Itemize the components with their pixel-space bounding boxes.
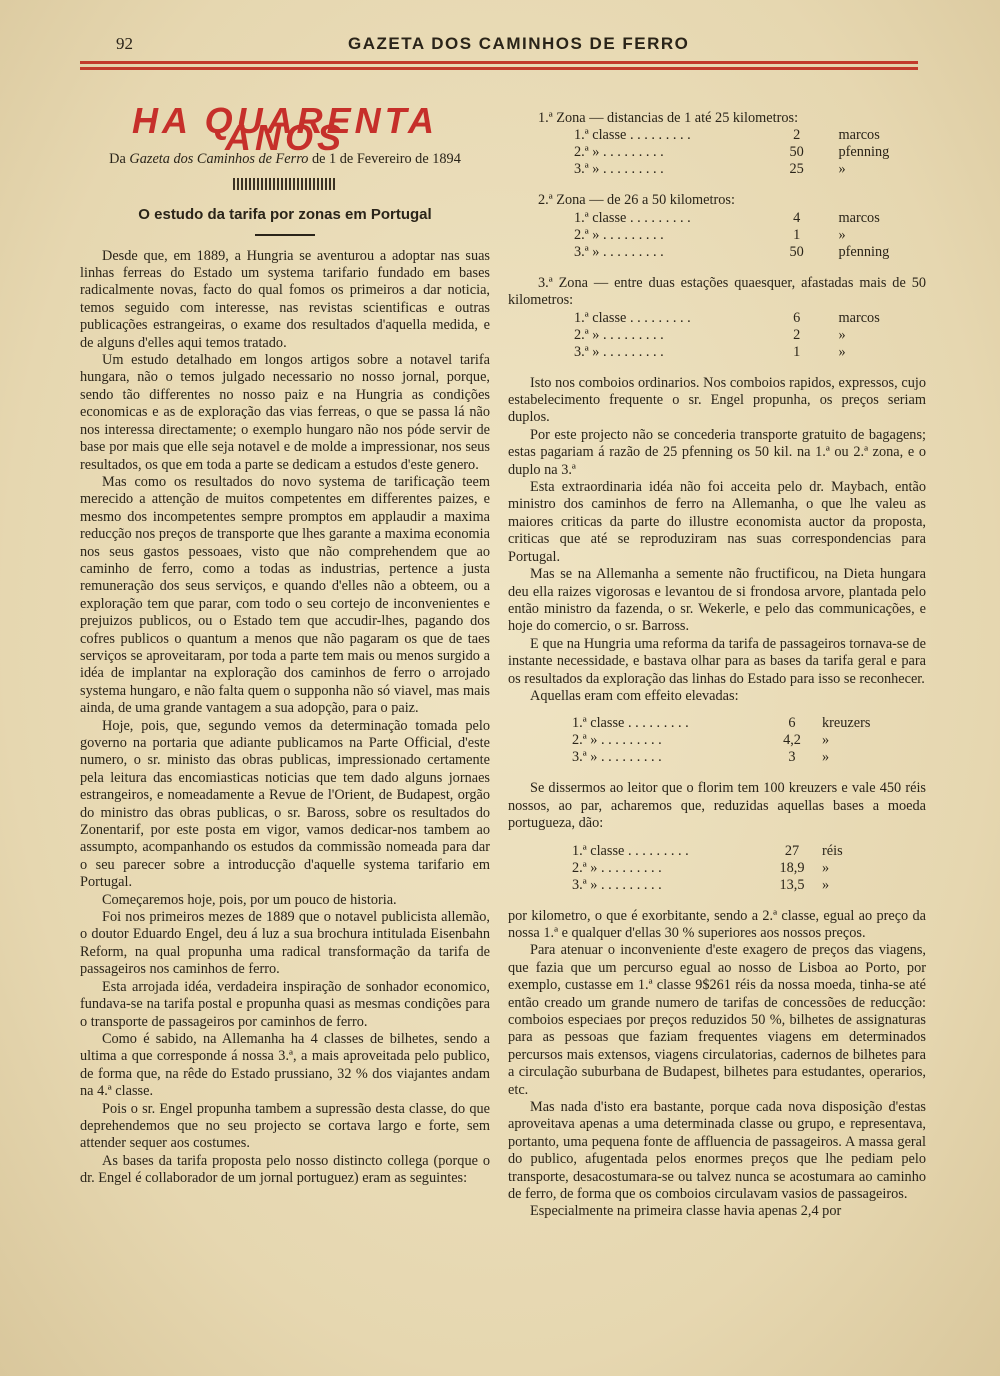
class-label: 3.ª » . . . . . . . . . (572, 749, 662, 766)
class-label: 2.ª » . . . . . . . . . (572, 732, 662, 749)
zone-2-row (574, 244, 926, 261)
header-rule-bottom (80, 67, 918, 70)
spacer (508, 833, 926, 843)
fare-value: 2 (793, 127, 801, 144)
kreuzer-table (572, 715, 926, 766)
zone-3-table (574, 310, 926, 361)
right-paragraph-4: Mas se na Allemanha a semente não fructificou, na Dieta hungara deu ella raizes vigorosas e levantou de si frondosa arvore, plantada pelo então ministro da fazenda, o sr. Wekerle, e pelo das communicações, e hoje do comercio, o sr. Barross. (508, 566, 926, 635)
fare-value: 18,9 (779, 859, 805, 876)
left-paragraph-7: Esta arrojada idéa, verdadeira inspiração de sonhador economico, fundava-se na tarifa postal e propunha quasi as mesmas condições para o transporte de passageiros por caminhos de ferro. (80, 978, 490, 1030)
fare-unit: kreuzers (822, 715, 871, 732)
section-rule (255, 234, 315, 236)
article-title: HA QUARENTA ANOS (132, 100, 438, 159)
class-label: 1.ª classe . . . . . . . . . (572, 842, 689, 859)
class-label: 1.ª classe . . . . . . . . . (574, 309, 691, 326)
class-label: 3.ª » . . . . . . . . . (574, 161, 664, 178)
fare-value: 4 (793, 209, 801, 226)
class-label: 2.ª » . . . . . . . . . (574, 326, 664, 343)
zone-3-row (574, 327, 926, 344)
source-date: de 1 de Fevereiro de 1894 (308, 150, 461, 167)
section-title: O estudo da tarifa por zonas em Portugal (138, 206, 432, 224)
right-paragraph-7: Se dissermos ao leitor que o florim tem 100 kreuzers e vale 450 réis nossos, ao par, acharemos que, reduzidas aquellas bases a moeda portugueza, dão: (508, 780, 926, 832)
zone-2-row (574, 210, 926, 227)
fare-unit: pfenning (838, 243, 890, 260)
fare-value: 2 (793, 326, 801, 343)
ornament-divider (233, 178, 337, 190)
fare-value: 6 (788, 715, 796, 732)
page-header (80, 32, 920, 62)
left-paragraph-1: Desde que, em 1889, a Hungria se aventurou a adoptar nas suas linhas ferreas do Estado um systema tarifario fundado em bases radicalmente novas, facto do qual fomos os primeiros a dar noticia, temos seguido com interesse, nas revistas scientificas e outras publicações estrangeiras, o exame dos resultados d'aquella medida, e de alguns d'elles aqui temos tratado. (80, 247, 490, 351)
class-label: 2.ª » . . . . . . . . . (572, 859, 662, 876)
reis-row (572, 877, 926, 894)
class-label: 3.ª » . . . . . . . . . (572, 876, 662, 893)
fare-unit: marcos (838, 127, 880, 144)
fare-unit: » (838, 343, 846, 360)
fare-unit: marcos (838, 209, 880, 226)
fare-value: 3 (788, 749, 796, 766)
header-rule-top (80, 61, 918, 64)
right-paragraph-8: por kilometro, o que é exorbitante, sendo a 2.ª classe, egual ao preço da nossa 1.ª e qualquer d'ellas 30 % superiores aos nossos preços. (508, 907, 926, 941)
kreuzer-row (572, 732, 926, 749)
class-label: 3.ª » . . . . . . . . . (574, 243, 664, 260)
fare-value: 6 (793, 309, 801, 326)
right-column (508, 110, 926, 1221)
reis-row (572, 843, 926, 860)
fare-unit: » (822, 749, 830, 766)
fare-unit: » (838, 326, 846, 343)
zone-1-row (574, 144, 926, 161)
fare-unit: marcos (838, 309, 880, 326)
fare-value: 1 (793, 343, 801, 360)
right-paragraph-11: Especialmente na primeira classe havia apenas 2,4 por (530, 1203, 842, 1220)
fare-value: 50 (789, 243, 804, 260)
fare-unit: » (822, 732, 830, 749)
right-paragraph-1: Isto nos comboios ordinarios. Nos comboios rapidos, expressos, cujo estabelecimento frequente o sr. Engel propunha, os preços seriam duplos. (508, 374, 926, 426)
fare-unit: pfenning (838, 144, 890, 161)
zone-1-heading: 1.ª Zona — distancias de 1 até 25 kilometros: (538, 110, 799, 126)
zone-1-table (574, 127, 926, 178)
fare-value: 1 (793, 226, 801, 243)
spacer (508, 705, 926, 715)
class-label: 1.ª classe . . . . . . . . . (574, 127, 691, 144)
source-prefix: Da (109, 150, 130, 167)
journal-title: GAZETA DOS CAMINHOS DE FERRO (348, 34, 690, 53)
fare-unit: » (838, 226, 846, 243)
right-paragraph-9: Para atenuar o inconveniente d'este exagero de preços das viagens, que fazia que um percurso egual ao nosso de Lisboa ao Porto, por exemplo, custasse em 1.ª classe 9$261 réis da nossa moeda, tinha-se até então creado um grande numero de tarifas de concessões de reducção: comboios especiaes por preços reduzidos 50 %, bilhetes de assignaturas para as pessoas que faziam frequentes viagens em determinados percursos mais extensos, viagens circulatorias, cadernos de bilhetes para a circulação suburbana de Budapest, bilhetes para estudantes, operarios, etc. (508, 942, 926, 1098)
zone-3-row (574, 344, 926, 361)
source-line (80, 151, 490, 168)
zone-1-row (574, 127, 926, 144)
left-paragraph-9: Pois o sr. Engel propunha tambem a supressão desta classe, do que deprehendemos que no seu projecto se cortava largo e forte, sem attender sequer aos costumes. (80, 1100, 490, 1152)
zone-2-table (574, 210, 926, 261)
left-paragraph-6: Foi nos primeiros mezes de 1889 que o notavel publicista allemão, o doutor Eduardo Engel, deu á luz a sua brochura intitulada Eisenbahn Reform, na qual propunha uma radical transformação da tarifa de passageiros nos caminhos de ferro. (80, 909, 490, 978)
zone-2-row (574, 227, 926, 244)
fare-unit: réis (822, 842, 843, 859)
left-column (80, 100, 490, 1188)
right-paragraph-3: Esta extraordinaria idéa não foi acceita pelo dr. Maybach, então ministro dos caminhos de ferro na Allemanha, o que lhe valeu as maiores criticas da parte do illustre economista auctor da proposta, criticas que até se reproduziram nas suas correspondencias para Portugal. (508, 479, 926, 565)
right-paragraph-10: Mas nada d'isto era bastante, porque cada nova disposição d'estas aproveitava apenas a uma determinada classe ou grupo, e representava, portanto, uma pequena fonte de affluencia de passageiros. A massa geral do publico, afugentada pelos enormes preços que lhe pediam pelo transporte, desacostumara-se ou talvez nunca se acostumara ao caminho de ferro, de forma que os comboios circulavam vasios de passageiros. (508, 1099, 926, 1203)
right-paragraph-2: Por este projecto não se concederia transporte gratuito de bagagens; estas pagariam á razão de 25 pfenning os 50 kil. na 1.ª ou 2.ª zona, e o duplo na 3.ª (508, 426, 926, 478)
zone-3-row (574, 310, 926, 327)
fare-value: 50 (789, 144, 804, 161)
left-paragraph-5: Começaremos hoje, pois, por um pouco de historia. (102, 891, 397, 908)
zone-3-heading: 3.ª Zona — entre duas estações quaesquer, afastadas mais de 50 kilometros: (508, 274, 926, 309)
fare-unit: » (822, 876, 830, 893)
left-paragraph-2: Um estudo detalhado em longos artigos sobre a notavel tarifa hungara, não o temos julgado necessario no nosso jornal, porque, sendo tão differentes no nosso paiz e na Hungria as condições economicas e as de exploração das vias ferreas, o que se passa lá não nos interessa directamente; o exemplo hungaro não nos póde servir de base por mais que elle seja notavel e de molde a impressionar, nos seus resultados, os que em toda a parte se dedicam a estudos d'este genero. (80, 352, 490, 473)
left-paragraph-3: Mas como os resultados do novo systema de tarificação teem merecido a attenção de muitos competentes em differentes paizes, e mesmo dos incompetentes sempre promptos em applaudir a maxima reducção nos preços de transporte que lhes garante a maxima economia nos seus gastos pessoaes, visto que não comprehendem que ao caminho de ferro, como a todas as industrias, pertence a justa remuneração dos seus serviços, e quando d'elles não a obteem, ou a exploração tem que parar, com todo o seu cortejo de inconvenientes e prejuizos publicos, ou o Estado tem que accudir-lhes, pagando dos cofres publicos o quantum a menos que não pagaram os que de taes serviços se aproveitaram, por toda a parte tem mais ou menos surgido a idéa de implantar na exploração dos caminhos de ferro o arrojado systema hungaro, e não falta quem o supponha não só viavel, mas mais ainda, de uma grande vantagem a sua adopção, para o paiz. (80, 473, 490, 717)
fare-value: 13,5 (779, 876, 805, 893)
reis-table (572, 843, 926, 894)
fare-value: 25 (789, 161, 804, 178)
class-label: 2.ª » . . . . . . . . . (574, 144, 664, 161)
fare-unit: » (838, 161, 846, 178)
class-label: 3.ª » . . . . . . . . . (574, 343, 664, 360)
left-paragraph-8: Como é sabido, na Allemanha ha 4 classes de bilhetes, sendo a ultima a que corresponde á nossa 3.ª, a mais aproveitada pelo publico, de forma que, na rêde do Estado prussiano, 32 % dos viajantes andam na 4.ª classe. (80, 1030, 490, 1100)
zone-2-heading: 2.ª Zona — de 26 a 50 kilometros: (538, 192, 735, 209)
fare-value: 27 (784, 842, 800, 859)
class-label: 2.ª » . . . . . . . . . (574, 226, 664, 243)
class-label: 1.ª classe . . . . . . . . . (574, 209, 691, 226)
fare-value: 4,2 (783, 732, 801, 749)
left-paragraph-4: Hoje, pois, que, segundo vemos da determinação tomada pelo governo na portaria que adiante publicamos na Parte Official, d'este numero, o sr. ministo das obras publicas, impressionado certamente pela leitura das encomiasticas noticias que tem dado alguns jornaes estrangeiros, e nomeadamente a Revue de l'Orient, de Budapest, orgão do ministro das obras publicas, o sr. Baross, sobre os resultados do Zonentarif, por este posta em vigor, vamos dedicar-nos tambem ao assumpto, acompanhando os estudos da commissão nomeada para dar o seu parecer sobre a introducção d'aquelle systema tarifario em Portugal. (80, 717, 490, 891)
fare-unit: » (822, 859, 830, 876)
page-number: 92 (116, 34, 133, 53)
zone-1-row (574, 161, 926, 178)
kreuzer-row (572, 715, 926, 732)
source-publication: Gazeta dos Caminhos de Ferro (129, 150, 309, 167)
class-label: 1.ª classe . . . . . . . . . (572, 715, 689, 732)
reis-row (572, 860, 926, 877)
left-paragraph-10: As bases da tarifa proposta pelo nosso distincto collega (porque o dr. Engel é collaborador de um jornal portuguez) eram as seguintes: (80, 1152, 490, 1187)
kreuzer-row (572, 749, 926, 766)
right-paragraph-6: Aquellas eram com effeito elevadas: (530, 687, 739, 704)
right-paragraph-5: E que na Hungria uma reforma da tarifa de passageiros tornava-se de instante necessidade, e bastava olhar para as bases da tarifa geral e para os resultados da exploração das linhas do Estado para isso se reconhecer. (508, 635, 926, 687)
